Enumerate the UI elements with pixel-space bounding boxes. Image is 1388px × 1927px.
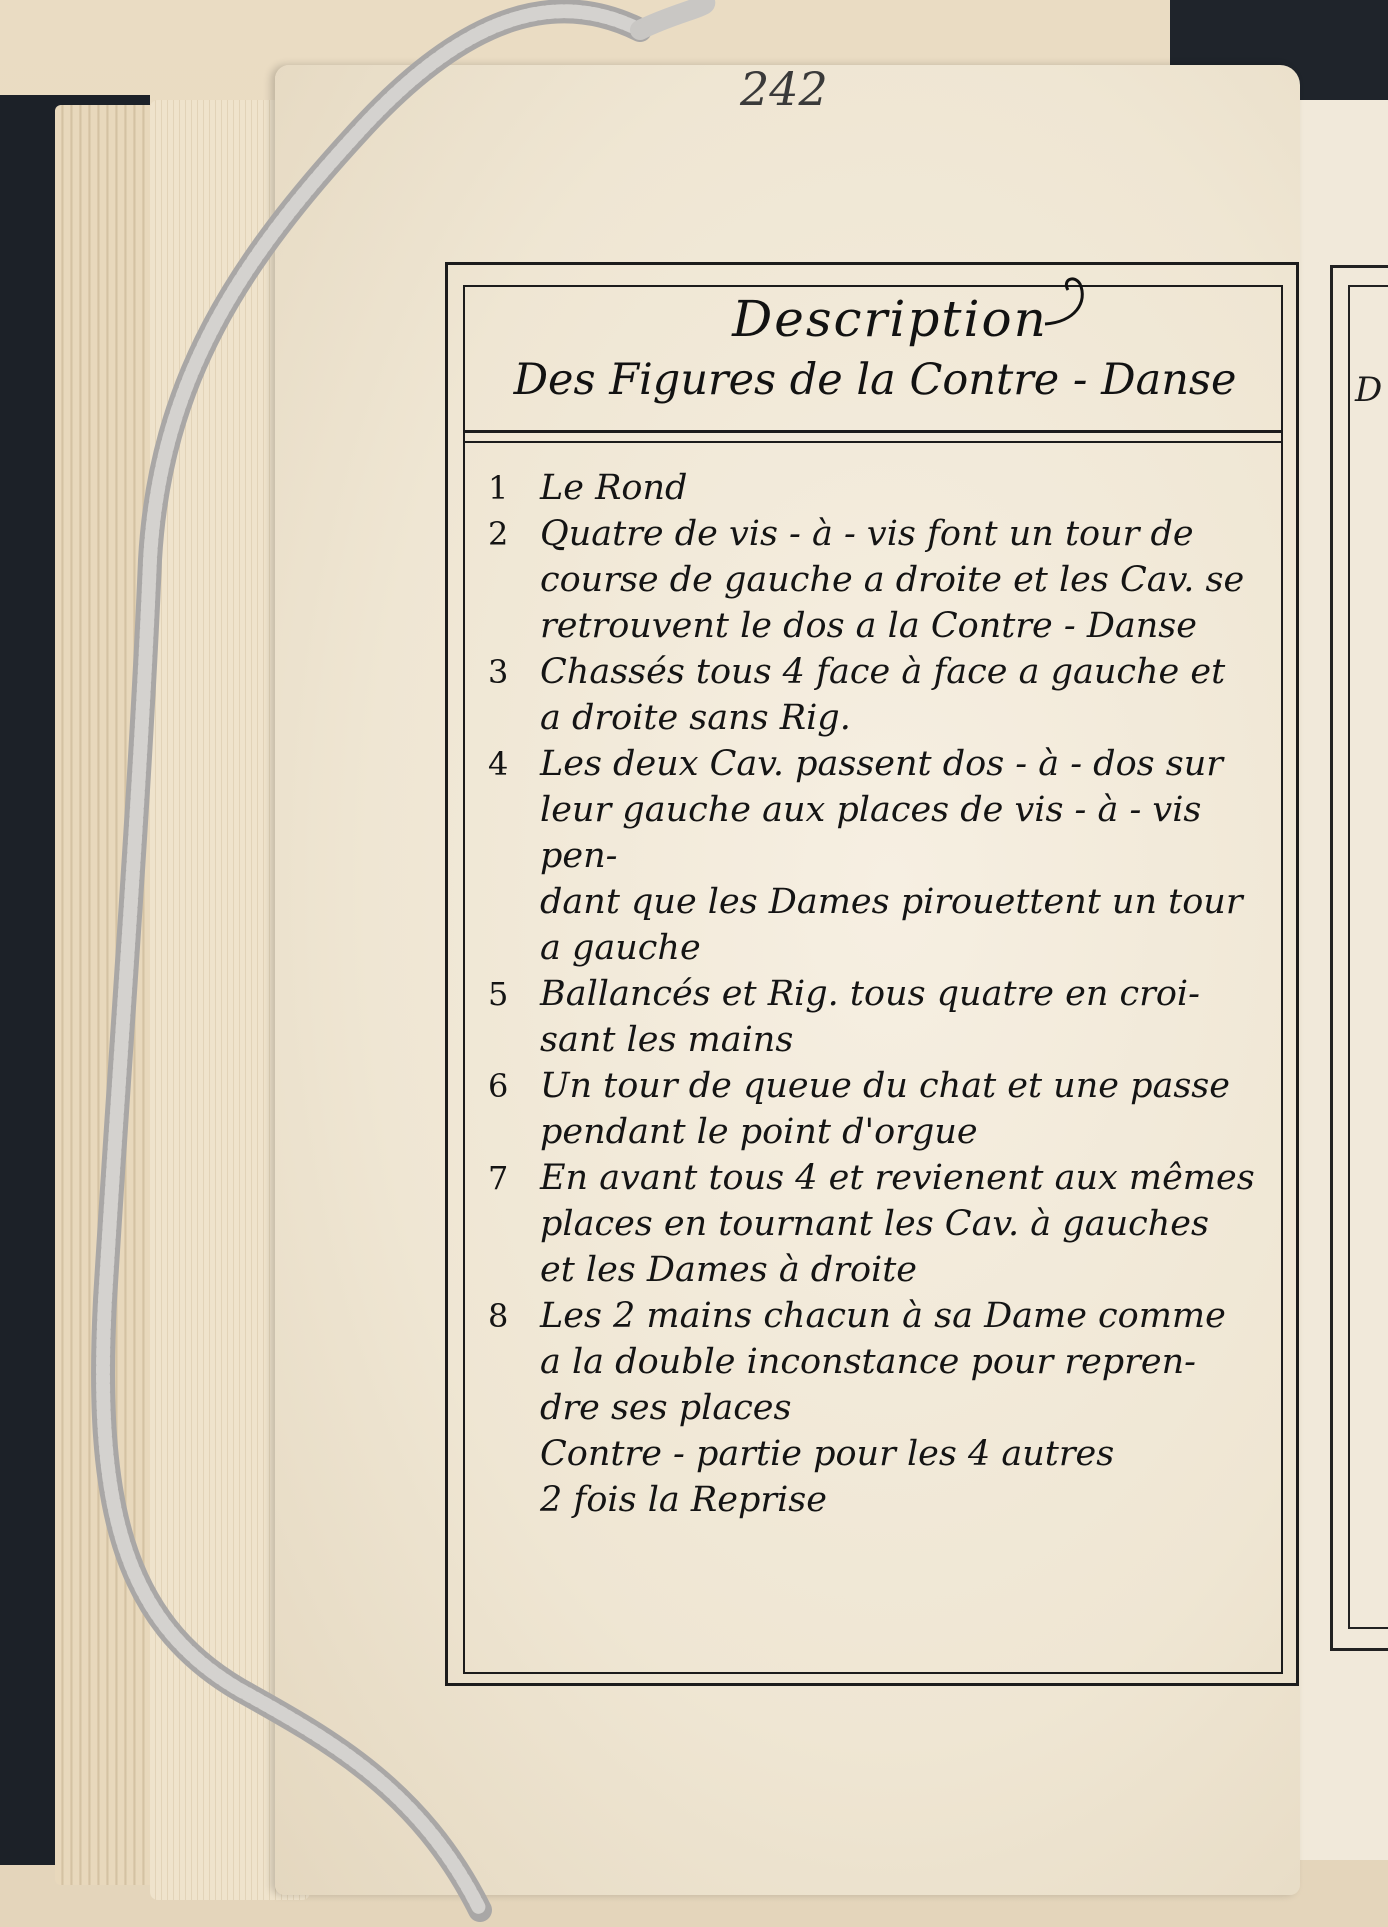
list-item — [488, 511, 1288, 649]
figure-number: 3 — [488, 653, 509, 691]
list-item — [488, 1063, 1288, 1155]
closing-line: Contre - partie pour les 4 autres — [540, 1434, 1115, 1474]
title-flourish-icon — [1040, 272, 1090, 332]
list-item — [488, 465, 1288, 511]
title-divider — [463, 430, 1281, 433]
title-divider-second — [463, 441, 1281, 443]
figure-text: Les 2 mains chacun à sa Dame comme a la double inconstance pour repren- dre ses places — [540, 1296, 1226, 1428]
figure-text: Le Rond — [540, 468, 688, 508]
facing-page-frame-inner — [1348, 285, 1388, 1629]
page-number: 242 — [740, 62, 828, 116]
figure-text: Ballancés et Rig. tous quatre en croi- sant les mains — [540, 974, 1200, 1060]
closing-line: 2 fois la Reprise — [540, 1480, 827, 1520]
figure-text: En avant tous 4 et revienent aux mêmes places en tournant les Cav. à gauches et les Dames à droite — [540, 1158, 1255, 1290]
figure-number: 4 — [488, 745, 509, 783]
figure-number: 2 — [488, 515, 509, 553]
list-item — [488, 1293, 1288, 1431]
list-item — [488, 1155, 1288, 1293]
figure-number: 1 — [488, 469, 509, 507]
list-item — [488, 971, 1288, 1063]
facing-page-text-fragment: D — [1355, 370, 1383, 410]
figure-text: Les deux Cav. passent dos - à - dos sur leur gauche aux places de vis - à - vis pen- dant que les Dames pirouettent un tour a gauche — [540, 744, 1243, 968]
figure-number: 5 — [488, 975, 509, 1013]
figure-text: Chassés tous 4 face à face a gauche et a droite sans Rig. — [540, 652, 1226, 738]
figures-list — [488, 465, 1288, 1523]
figure-number: 8 — [488, 1297, 509, 1335]
figure-number: 6 — [488, 1067, 509, 1105]
page-title: Description — [732, 290, 1048, 348]
figure-text: Quatre de vis - à - vis font un tour de course de gauche a droite et les Cav. se retrouvent le dos a la Contre - Danse — [540, 514, 1245, 646]
figure-text: Un tour de queue du chat et une passe pendant le point d'orgue — [540, 1066, 1230, 1152]
figure-number: 7 — [488, 1159, 509, 1197]
list-item — [488, 741, 1288, 971]
page-subtitle: Des Figures de la Contre - Danse — [513, 355, 1237, 405]
list-item — [488, 649, 1288, 741]
